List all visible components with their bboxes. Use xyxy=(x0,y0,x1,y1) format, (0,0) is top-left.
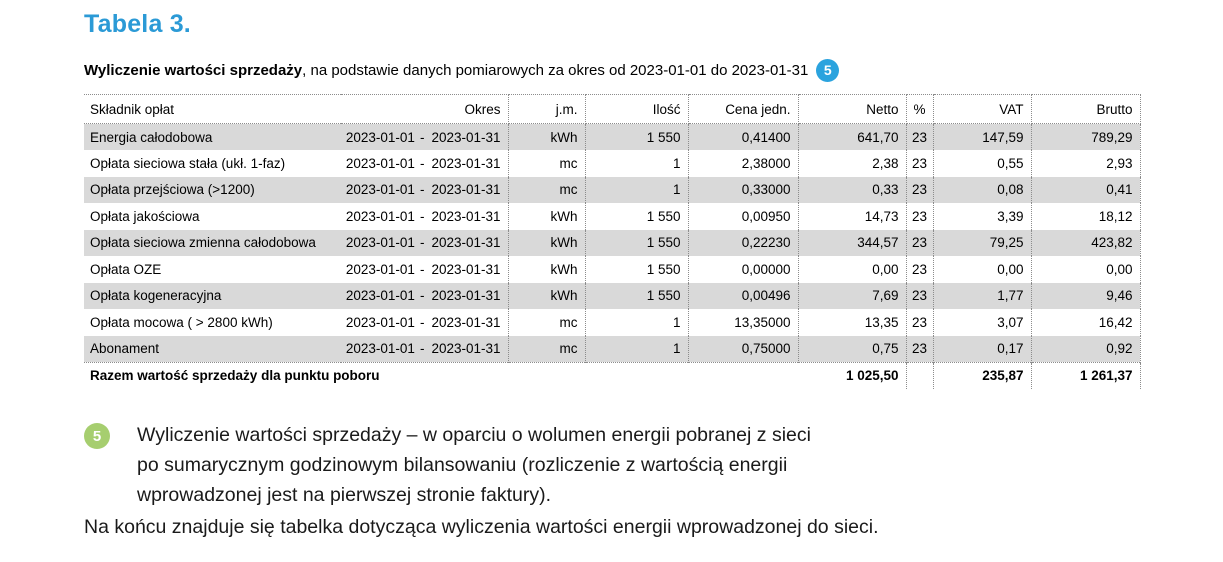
brutto-cell: 423,82 xyxy=(1031,230,1140,257)
table-row xyxy=(84,256,1140,283)
period-from: 2023-01-01 xyxy=(345,235,415,251)
unit-price-cell: 0,41400 xyxy=(688,124,798,151)
fee-name: Opłata przejściowa (>1200) xyxy=(90,182,255,198)
unit-cell: mc xyxy=(508,177,585,204)
period-separator: - xyxy=(419,155,425,171)
period-from: 2023-01-01 xyxy=(345,208,415,224)
vat-cell: 3,39 xyxy=(933,203,1031,230)
period-separator: - xyxy=(419,261,425,277)
header-brutto: Brutto xyxy=(1031,95,1140,124)
vat-pct-cell: 23 xyxy=(906,309,933,336)
table-row xyxy=(84,124,1140,151)
netto-cell: 14,73 xyxy=(798,203,906,230)
period-to: 2023-01-31 xyxy=(431,155,501,171)
footnote-ref-badge: 5 xyxy=(816,59,839,82)
footnote-line: Wyliczenie wartości sprzedaży – w oparciu o wolumen energii pobranej z sieci xyxy=(137,424,811,446)
unit-cell: kWh xyxy=(508,256,585,283)
header-netto: Netto xyxy=(798,95,906,124)
fee-name: Abonament xyxy=(90,341,160,356)
table-header-row xyxy=(84,95,1140,124)
vat-cell: 3,07 xyxy=(933,309,1031,336)
quantity-cell: 1 550 xyxy=(585,230,688,257)
vat-cell: 79,25 xyxy=(933,230,1031,257)
quantity-cell: 1 xyxy=(585,309,688,336)
period-to: 2023-01-31 xyxy=(431,314,501,330)
header-cena: Cena jedn. xyxy=(688,95,798,124)
period-separator: - xyxy=(419,288,425,304)
unit-cell: kWh xyxy=(508,124,585,151)
period-separator: - xyxy=(419,208,425,224)
table-row xyxy=(84,150,1140,177)
netto-cell: 344,57 xyxy=(798,230,906,257)
period-separator: - xyxy=(419,129,425,145)
period-from: 2023-01-01 xyxy=(345,261,415,277)
netto-cell: 0,00 xyxy=(798,256,906,283)
brutto-cell: 789,29 xyxy=(1031,124,1140,151)
brutto-cell: 16,42 xyxy=(1031,309,1140,336)
table-caption xyxy=(84,57,839,83)
unit-cell: kWh xyxy=(508,203,585,230)
period-to: 2023-01-31 xyxy=(431,235,501,251)
unit-price-cell: 0,33000 xyxy=(688,177,798,204)
page-title: Tabela 3. xyxy=(84,10,191,38)
footnote-number-badge: 5 xyxy=(84,423,110,449)
netto-cell: 0,75 xyxy=(798,336,906,363)
period-to: 2023-01-31 xyxy=(431,288,501,304)
footnote xyxy=(84,420,1064,510)
vat-cell: 0,17 xyxy=(933,336,1031,363)
unit-price-cell: 13,35000 xyxy=(688,309,798,336)
vat-cell: 147,59 xyxy=(933,124,1031,151)
unit-cell: mc xyxy=(508,150,585,177)
period-separator: - xyxy=(419,314,425,330)
period-to: 2023-01-31 xyxy=(431,341,501,356)
total-vat: 235,87 xyxy=(933,362,1031,389)
quantity-cell: 1 xyxy=(585,336,688,363)
period-cell xyxy=(341,336,508,363)
fee-name: Opłata mocowa ( > 2800 kWh) xyxy=(90,314,273,330)
unit-price-cell: 0,00950 xyxy=(688,203,798,230)
unit-price-cell: 2,38000 xyxy=(688,150,798,177)
fee-name: Opłata OZE xyxy=(90,261,162,277)
fees-table xyxy=(84,94,1141,389)
total-label: Razem wartość sprzedaży dla punktu poboru xyxy=(84,362,798,389)
netto-cell: 641,70 xyxy=(798,124,906,151)
period-from: 2023-01-01 xyxy=(345,155,415,171)
table-row xyxy=(84,283,1140,310)
quantity-cell: 1 xyxy=(585,150,688,177)
caption-rest-text: , na podstawie danych pomiarowych za okres od 2023-01-01 do 2023-01-31 xyxy=(302,61,809,79)
vat-pct-cell: 23 xyxy=(906,230,933,257)
quantity-cell: 1 550 xyxy=(585,256,688,283)
period-cell xyxy=(341,309,508,336)
period-from: 2023-01-01 xyxy=(345,288,415,304)
fee-name: Opłata kogeneracyjna xyxy=(90,288,222,304)
footnote-line: po sumarycznym godzinowym bilansowaniu (rozliczenie z wartością energii xyxy=(137,454,788,476)
quantity-cell: 1 550 xyxy=(585,203,688,230)
period-to: 2023-01-31 xyxy=(431,129,501,145)
table-total-row xyxy=(84,362,1140,389)
vat-cell: 0,55 xyxy=(933,150,1031,177)
brutto-cell: 9,46 xyxy=(1031,283,1140,310)
brutto-cell: 0,41 xyxy=(1031,177,1140,204)
vat-pct-cell: 23 xyxy=(906,283,933,310)
table-row xyxy=(84,203,1140,230)
vat-cell: 0,00 xyxy=(933,256,1031,283)
period-from: 2023-01-01 xyxy=(345,182,415,198)
period-cell xyxy=(341,124,508,151)
table-row xyxy=(84,177,1140,204)
closing-text: Na końcu znajduje się tabelka dotycząca wyliczenia wartości energii wprowadzonej do sieci. xyxy=(84,516,879,538)
vat-pct-cell: 23 xyxy=(906,150,933,177)
total-netto: 1 025,50 xyxy=(798,362,906,389)
period-from: 2023-01-01 xyxy=(345,314,415,330)
brutto-cell: 2,93 xyxy=(1031,150,1140,177)
period-cell xyxy=(341,150,508,177)
period-separator: - xyxy=(419,341,425,356)
total-vat-pct xyxy=(906,362,933,389)
fee-name: Opłata sieciowa stała (ukł. 1-faz) xyxy=(90,155,286,171)
fee-name: Opłata sieciowa zmienna całodobowa xyxy=(90,235,316,251)
netto-cell: 13,35 xyxy=(798,309,906,336)
period-to: 2023-01-31 xyxy=(431,261,501,277)
unit-price-cell: 0,75000 xyxy=(688,336,798,363)
table-row xyxy=(84,230,1140,257)
unit-cell: kWh xyxy=(508,230,585,257)
period-to: 2023-01-31 xyxy=(431,182,501,198)
period-cell xyxy=(341,283,508,310)
quantity-cell: 1 550 xyxy=(585,283,688,310)
header-okres: Okres xyxy=(341,95,508,124)
period-from: 2023-01-01 xyxy=(345,341,415,356)
footnote-line: wprowadzonej jest na pierwszej stronie faktury). xyxy=(137,484,552,506)
period-cell xyxy=(341,203,508,230)
brutto-cell: 0,92 xyxy=(1031,336,1140,363)
period-cell xyxy=(341,256,508,283)
netto-cell: 2,38 xyxy=(798,150,906,177)
period-separator: - xyxy=(419,235,425,251)
header-ilosc: Ilość xyxy=(585,95,688,124)
unit-price-cell: 0,00000 xyxy=(688,256,798,283)
header-jm: j.m. xyxy=(508,95,585,124)
vat-cell: 1,77 xyxy=(933,283,1031,310)
period-from: 2023-01-01 xyxy=(345,129,415,145)
unit-cell: mc xyxy=(508,309,585,336)
brutto-cell: 18,12 xyxy=(1031,203,1140,230)
caption-bold-text: Wyliczenie wartości sprzedaży xyxy=(84,61,303,79)
vat-pct-cell: 23 xyxy=(906,177,933,204)
brutto-cell: 0,00 xyxy=(1031,256,1140,283)
unit-price-cell: 0,00496 xyxy=(688,283,798,310)
total-brutto: 1 261,37 xyxy=(1031,362,1140,389)
footnote-text xyxy=(137,420,811,510)
period-cell xyxy=(341,177,508,204)
quantity-cell: 1 xyxy=(585,177,688,204)
table-row xyxy=(84,336,1140,363)
header-vat-pct: % xyxy=(906,95,933,124)
fee-name: Energia całodobowa xyxy=(90,129,213,145)
vat-pct-cell: 23 xyxy=(906,256,933,283)
unit-cell: kWh xyxy=(508,283,585,310)
period-cell xyxy=(341,230,508,257)
vat-cell: 0,08 xyxy=(933,177,1031,204)
period-to: 2023-01-31 xyxy=(431,208,501,224)
table-row xyxy=(84,309,1140,336)
quantity-cell: 1 550 xyxy=(585,124,688,151)
unit-price-cell: 0,22230 xyxy=(688,230,798,257)
netto-cell: 7,69 xyxy=(798,283,906,310)
header-skladnik: Składnik opłat xyxy=(84,95,341,124)
vat-pct-cell: 23 xyxy=(906,336,933,363)
period-separator: - xyxy=(419,182,425,198)
vat-pct-cell: 23 xyxy=(906,124,933,151)
netto-cell: 0,33 xyxy=(798,177,906,204)
header-vat: VAT xyxy=(933,95,1031,124)
vat-pct-cell: 23 xyxy=(906,203,933,230)
unit-cell: mc xyxy=(508,336,585,363)
fee-name: Opłata jakościowa xyxy=(90,208,200,224)
